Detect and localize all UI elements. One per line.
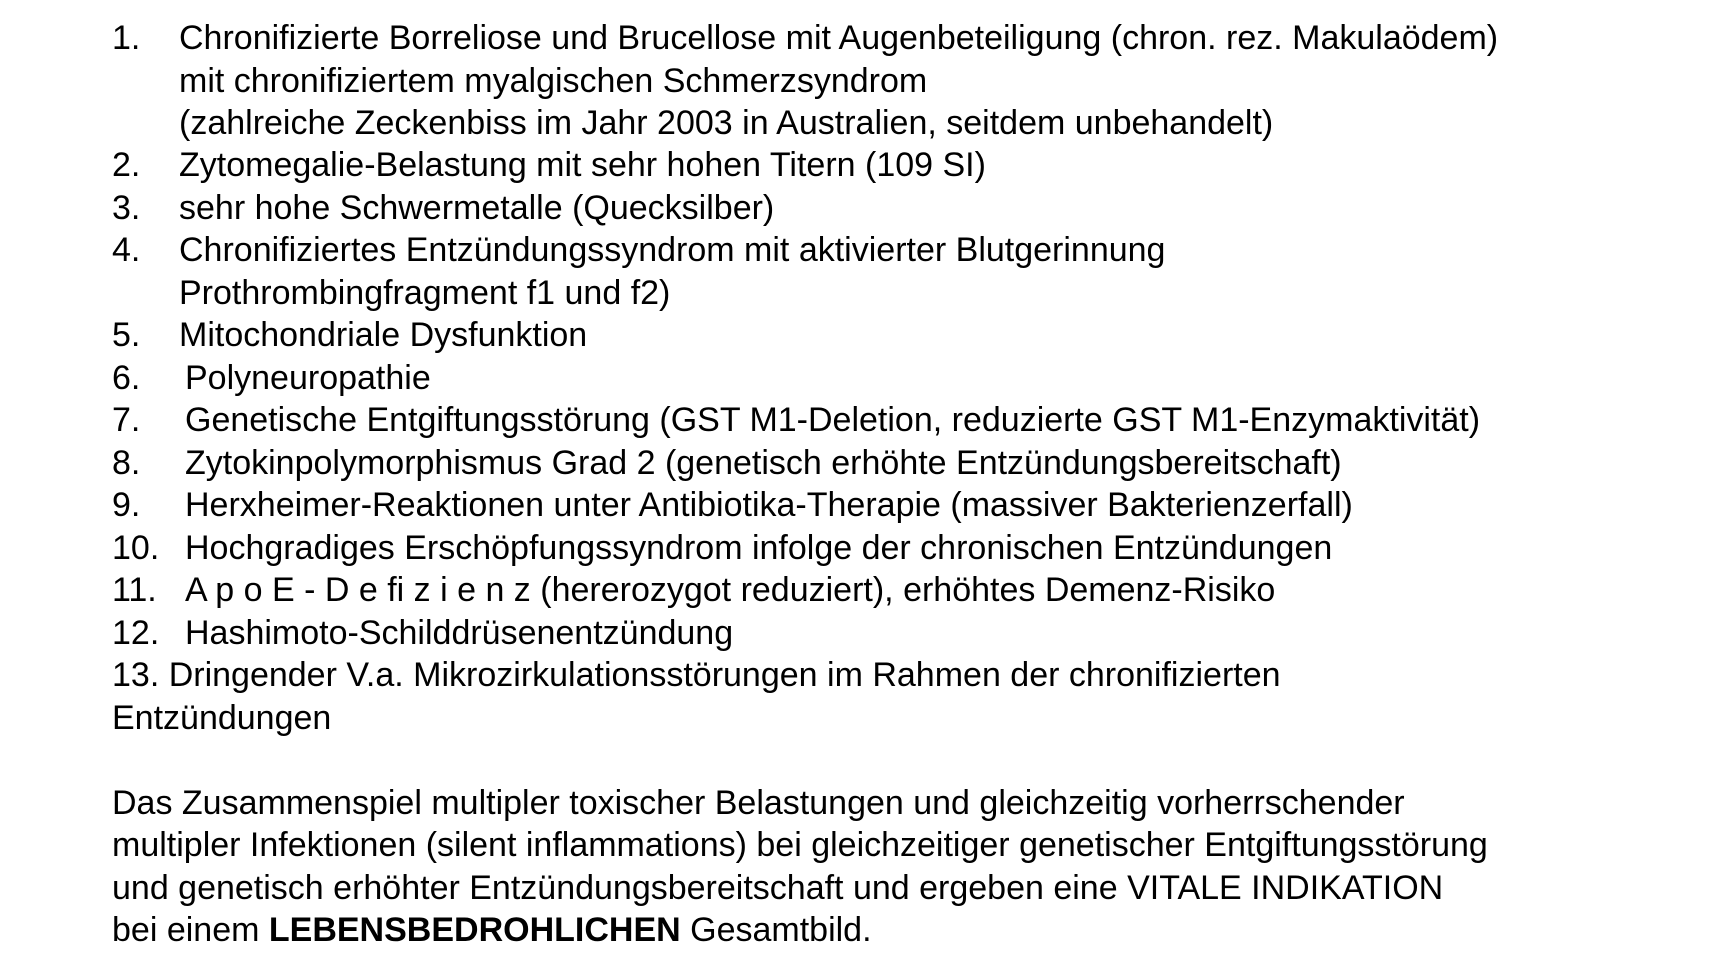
list-item-text: (zahlreiche Zeckenbiss im Jahr 2003 in Australien, seitdem unbehandelt)	[179, 104, 1274, 142]
list-number: 7.	[112, 401, 141, 439]
summary-paragraph-line: multipler Infektionen (silent inflammations) bei gleichzeitiger genetischer Entgiftungsstörung	[112, 826, 1488, 864]
list-number: 3.	[112, 189, 141, 227]
list-number: 12.	[112, 614, 160, 652]
list-item-text: Hochgradiges Erschöpfungssyndrom infolge der chronischen Entzündungen	[185, 529, 1333, 567]
list-number: 4.	[112, 231, 141, 269]
summary-text: Gesamtbild.	[680, 911, 872, 949]
list-item-text: Mitochondriale Dysfunktion	[179, 316, 588, 354]
list-item-text: Entzündungen	[112, 699, 332, 737]
list-item-text: mit chronifiziertem myalgischen Schmerzsyndrom	[179, 62, 928, 100]
list-item-text: Genetische Entgiftungsstörung (GST M1-Deletion, reduzierte GST M1-Enzymaktivität)	[185, 401, 1481, 439]
list-item-text: Zytomegalie-Belastung mit sehr hohen Titern (109 SI)	[179, 146, 986, 184]
list-item-text: Prothrombingfragment f1 und f2)	[179, 274, 671, 312]
list-number: 5.	[112, 316, 141, 354]
list-item-text: Chronifiziertes Entzündungssyndrom mit aktivierter Blutgerinnung	[179, 231, 1166, 269]
list-number: 9.	[112, 486, 141, 524]
list-number: 11.	[112, 571, 157, 609]
summary-paragraph-line: Das Zusammenspiel multipler toxischer Belastungen und gleichzeitig vorherrschender	[112, 784, 1405, 822]
list-item-text: Hashimoto-Schilddrüsenentzündung	[185, 614, 734, 652]
summary-paragraph-line	[112, 909, 872, 951]
list-item-text: Polyneuropathie	[185, 359, 431, 397]
list-number: 2.	[112, 146, 141, 184]
list-item-text: sehr hohe Schwermetalle (Quecksilber)	[179, 189, 775, 227]
list-number: 10.	[112, 529, 160, 567]
list-item-text: Chronifizierte Borreliose und Brucellose mit Augenbeteiligung (chron. rez. Makulaödem)	[179, 19, 1499, 57]
list-item-text: Herxheimer-Reaktionen unter Antibiotika-Therapie (massiver Bakterienzerfall)	[185, 486, 1353, 524]
emphasis-text: LEBENSBEDROHLICHEN	[268, 911, 681, 949]
list-number: 8.	[112, 444, 141, 482]
list-item-text: Zytokinpolymorphismus Grad 2 (genetisch erhöhte Entzündungsbereitschaft)	[185, 444, 1342, 482]
list-number: 1.	[112, 19, 141, 57]
summary-text: bei einem	[112, 911, 269, 949]
list-number: 6.	[112, 359, 141, 397]
summary-paragraph-line: und genetisch erhöhter Entzündungsbereitschaft und ergeben eine VITALE INDIKATION	[112, 869, 1444, 907]
list-item-text: 13. Dringender V.a. Mikrozirkulationsstörungen im Rahmen der chronifizierten	[112, 656, 1281, 694]
list-item-text: A p o E - D e fi z i e n z (hererozygot reduziert), erhöhtes Demenz-Risiko	[185, 571, 1276, 609]
